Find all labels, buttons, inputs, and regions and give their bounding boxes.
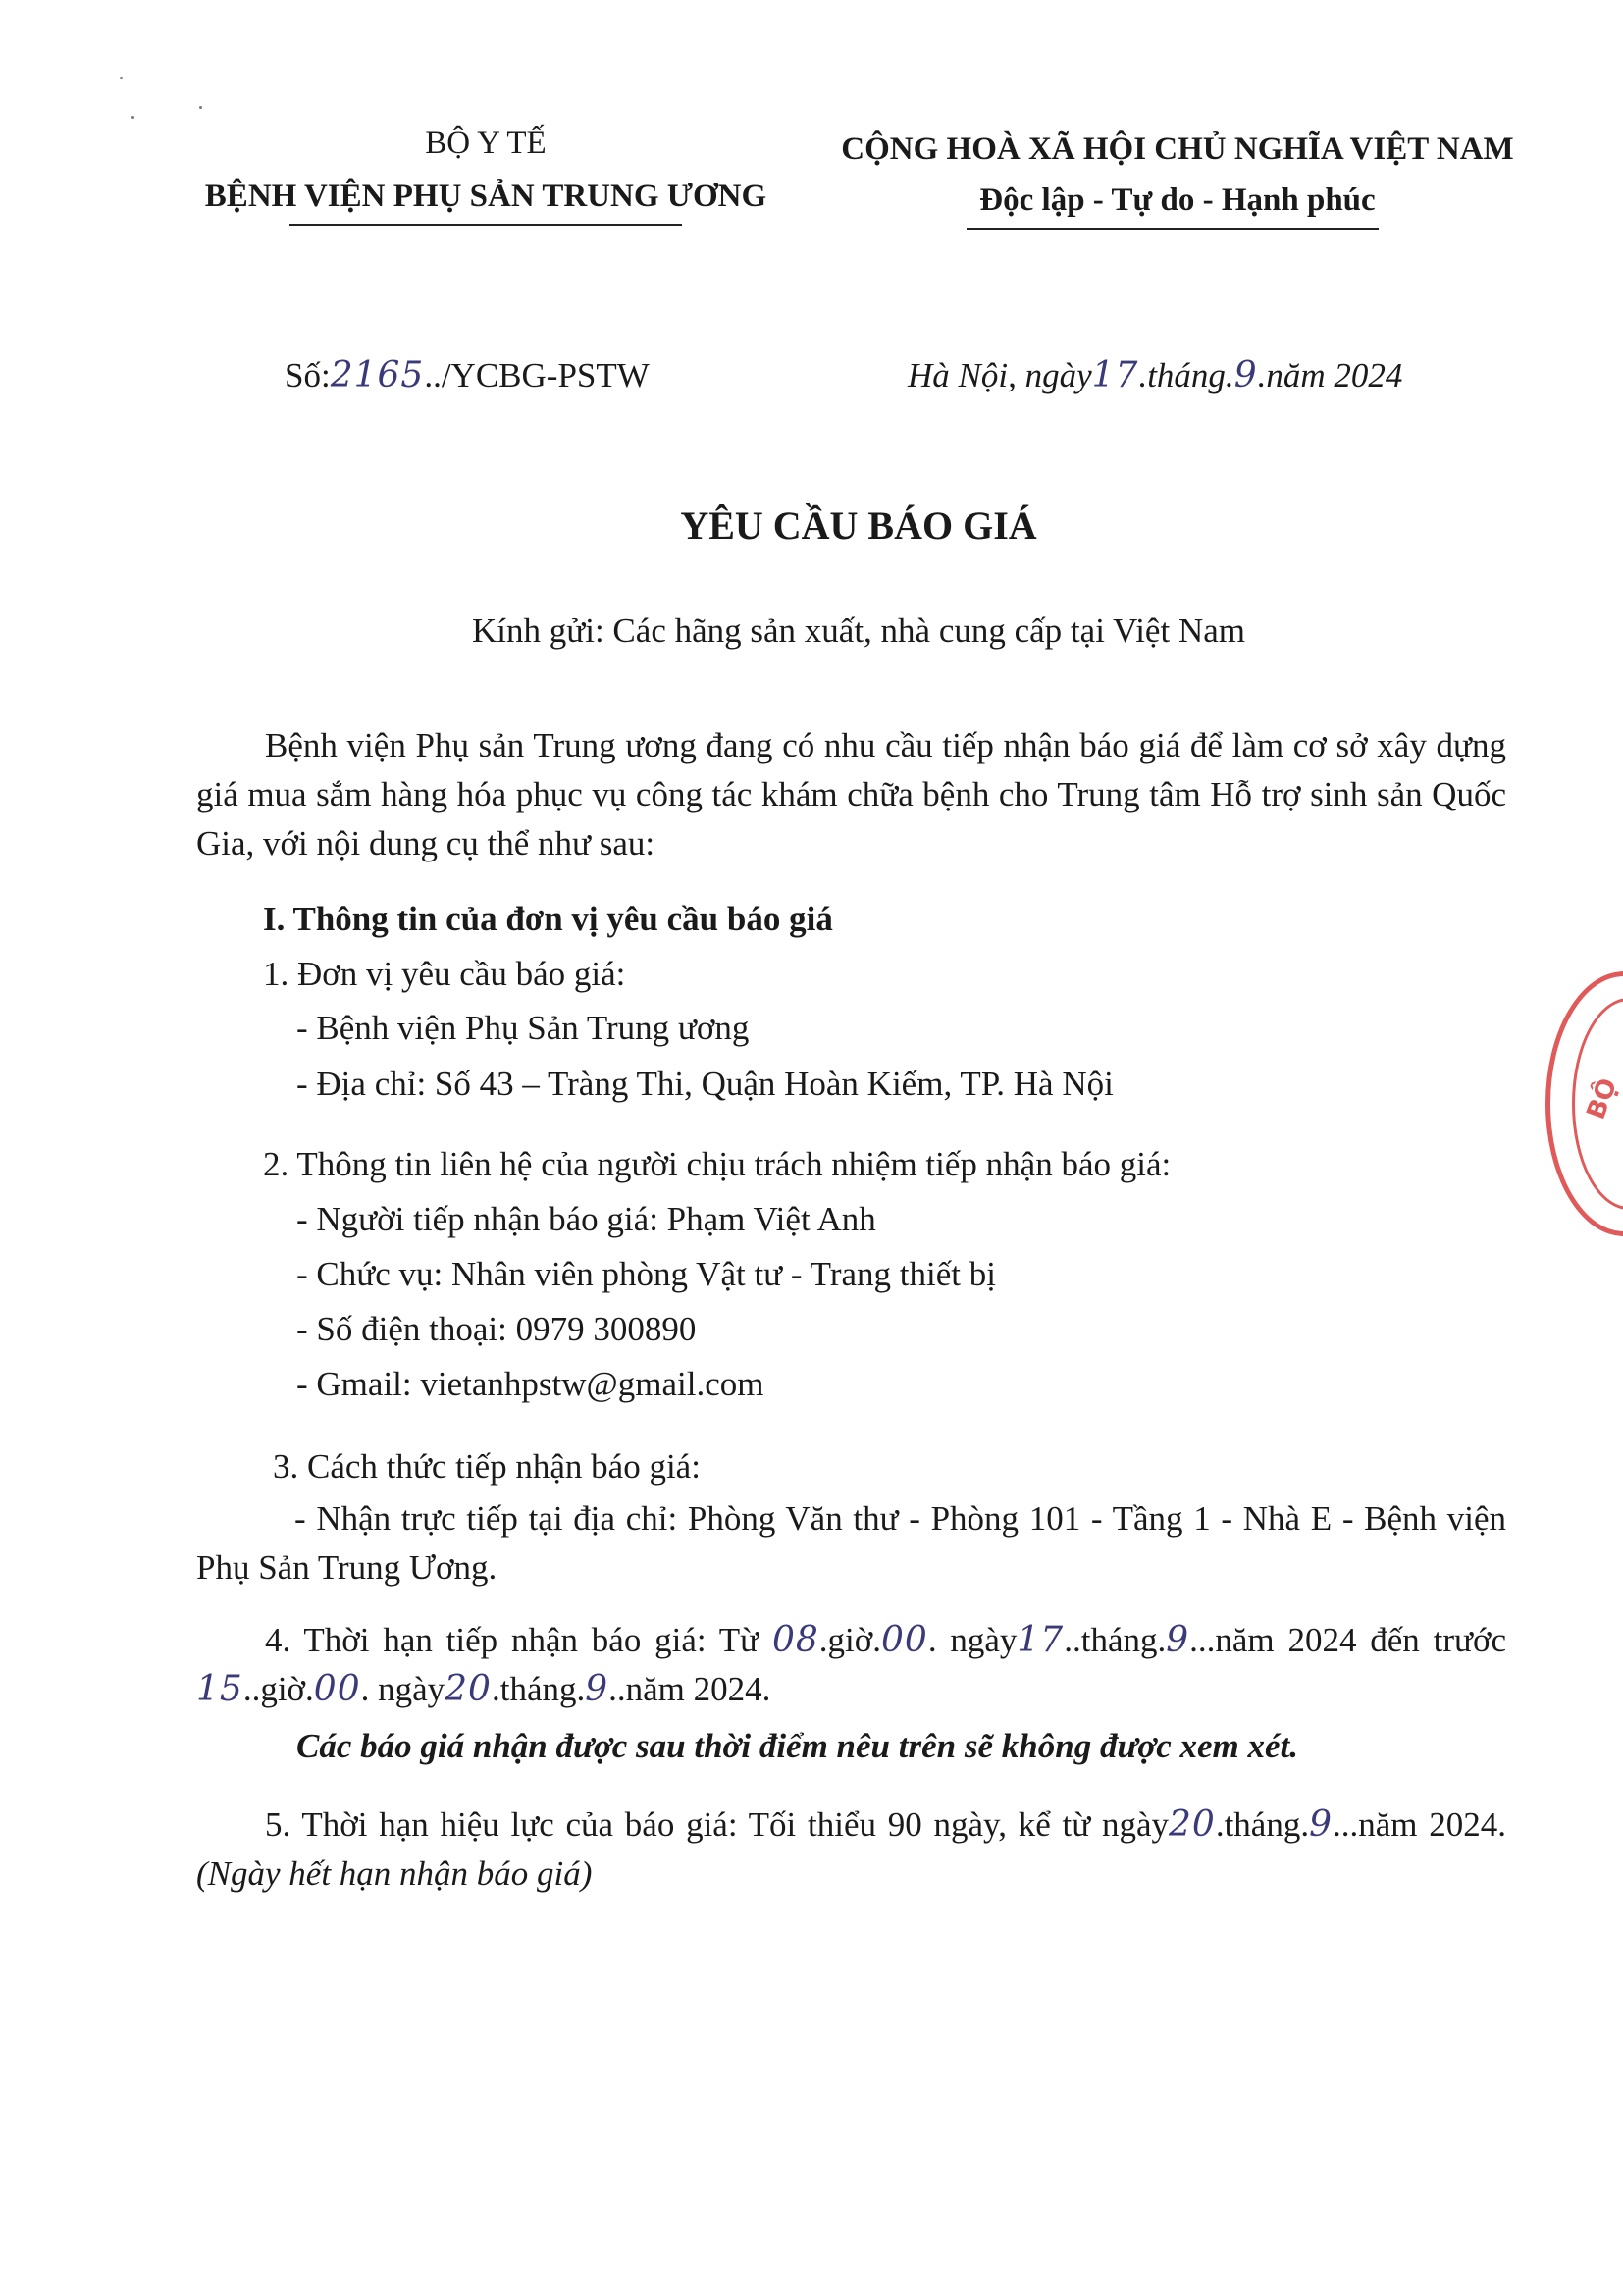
hw-from-hour: 08 [771, 1620, 819, 1660]
hw-to-month: 9 [585, 1669, 609, 1709]
motto-underline [967, 228, 1379, 230]
item4-text: .giờ. [818, 1621, 881, 1659]
scan-speck [120, 77, 123, 79]
page-title: YÊU CẦU BÁO GIÁ [680, 503, 1037, 548]
number-prefix: Số: [285, 356, 331, 394]
item5-text: ...năm [1332, 1805, 1418, 1844]
hw-validity-day: 20 [1169, 1804, 1216, 1845]
hw-from-month: 9 [1166, 1620, 1190, 1660]
item4-note: Các báo giá nhận được sau thời điểm nêu trên sẽ không được xem xét. [296, 1727, 1298, 1765]
hospital-name: BỆNH VIỆN PHỤ SẢN TRUNG ƯƠNG [204, 179, 767, 214]
item4-text: .tháng. [491, 1670, 586, 1708]
handwritten-month: 9 [1233, 355, 1258, 395]
document-date [908, 351, 1402, 400]
hw-from-minute: 00 [881, 1620, 928, 1660]
item4-text: . ngày [360, 1670, 445, 1708]
ministry-name: BỘ Y TẾ [425, 126, 547, 161]
hw-to-minute: 00 [313, 1669, 361, 1709]
recipient-line: Kính gửi: Các hãng sản xuất, nhà cung cấp tại Việt Nam [472, 611, 1245, 650]
red-seal-stamp [1545, 971, 1623, 1236]
item4-lead: 4. Thời hạn tiếp nhận báo giá: Từ [265, 1621, 772, 1659]
item1-address: - Địa chỉ: Số 43 – Tràng Thi, Quận Hoàn Kiếm, TP. Hà Nội [296, 1065, 1114, 1103]
handwritten-number: 2165 [330, 355, 425, 395]
item5-year: 2024. [1429, 1805, 1506, 1844]
item4-paragraph [196, 1616, 1506, 1714]
stamp-text: BỘ [1581, 1074, 1623, 1123]
handwritten-day: 17 [1091, 355, 1139, 395]
date-month-label: .tháng. [1138, 356, 1234, 394]
item3-method: - Nhận trực tiếp tại địa chỉ: Phòng Văn thư - Phòng 101 - Tầng 1 - Nhà E - Bệnh viện Phụ Sản Trung Ương. [196, 1499, 1506, 1587]
document-number [285, 351, 650, 400]
item5-note: (Ngày hết hạn nhận báo giá) [196, 1854, 593, 1893]
hw-to-day: 20 [445, 1669, 492, 1709]
item5-lead: 5. Thời hạn hiệu lực của báo giá: Tối thiểu 90 ngày, kể từ ngày [265, 1805, 1169, 1844]
item2-person: - Người tiếp nhận báo giá: Phạm Việt Anh [296, 1200, 876, 1238]
item2-email: - Gmail: vietanhpstw@gmail.com [296, 1365, 764, 1403]
number-suffix: ../YCBG-PSTW [424, 356, 650, 394]
item4-text: ..giờ. [242, 1670, 314, 1708]
item4-text: ...năm 2024 đến trước [1189, 1621, 1506, 1659]
item5-paragraph [196, 1800, 1506, 1899]
item1-name: - Bệnh viện Phụ Sản Trung ương [296, 1009, 750, 1047]
hw-from-day: 17 [1017, 1620, 1065, 1660]
item5-text: .tháng. [1215, 1805, 1310, 1844]
date-year-label: .năm 2024 [1257, 356, 1403, 394]
scan-speck [131, 116, 134, 119]
date-city: Hà Nội, ngày [908, 356, 1092, 394]
section-heading: I. Thông tin của đơn vị yêu cầu báo giá [263, 900, 833, 938]
hospital-underline [289, 224, 682, 226]
national-motto: Độc lập - Tự do - Hạnh phúc [979, 183, 1376, 218]
hw-validity-month: 9 [1309, 1804, 1333, 1845]
item3-label: 3. Cách thức tiếp nhận báo giá: [273, 1447, 701, 1486]
item4-text: ..năm 2024. [608, 1670, 771, 1708]
republic-name: CỘNG HOÀ XÃ HỘI CHỦ NGHĨA VIỆT NAM [841, 131, 1514, 167]
hw-to-hour: 15 [196, 1669, 243, 1709]
intro-paragraph: Bệnh viện Phụ sản Trung ương đang có nhu cầu tiếp nhận báo giá để làm cơ sở xây dựng giá mua sắm hàng hóa phục vụ công tác khám chữa bệnh cho Trung tâm Hỗ trợ sinh sản Quốc Gia, với nội dung cụ thể như sau: [196, 726, 1506, 862]
item2-label: 2. Thông tin liên hệ của người chịu trách nhiệm tiếp nhận báo giá: [263, 1145, 1172, 1183]
item1-label: 1. Đơn vị yêu cầu báo giá: [263, 955, 626, 993]
item2-position: - Chức vụ: Nhân viên phòng Vật tư - Trang thiết bị [296, 1255, 996, 1293]
item4-text: . ngày [927, 1621, 1018, 1659]
scan-speck [199, 106, 202, 109]
item2-phone: - Số điện thoại: 0979 300890 [296, 1310, 697, 1348]
item4-text: ..tháng. [1064, 1621, 1167, 1659]
